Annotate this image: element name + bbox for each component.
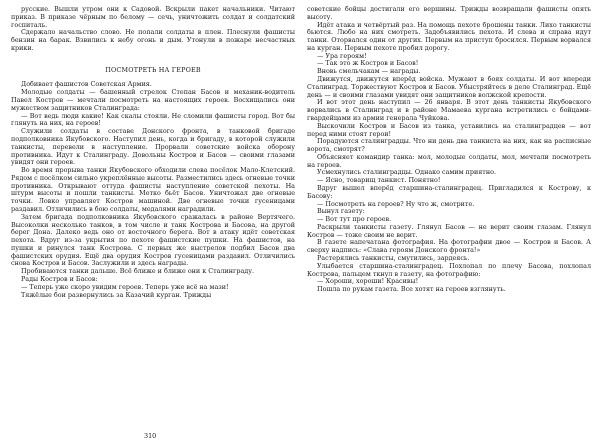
paragraph: Вновь смельчакам — награды. (317, 67, 421, 76)
paragraph: Выскочили Костров и Басов из танка, уставились на сталинградцев — вот перед ними стоят герои! (307, 121, 591, 138)
paragraph: — Вот тут про героев. (317, 215, 392, 224)
page-number: 310 (144, 432, 157, 440)
paragraph: Вдруг вышел вперёд старшина-сталинградец. Пригладился к Кострову, к Басову: (307, 183, 591, 200)
paragraph: Вынул газету: (317, 207, 365, 216)
paragraph: — Так это ж Костров и Басов! (317, 59, 419, 68)
paragraph: Затем бригада подполковника Якубовского сражалась в районе Вертячего. Высоколки несколько танков, в том числе и танк Кострова и Басова, на другой берег Дона. Далеко ведь оно от восточного берега. Вот в атаку идёт советская пехота. Вдруг из-за укрытия по пехоте фашистские пушки. На фашистов, на пушки и ринулся танк Кострова. С первых же выстрелов подбил Басов два фашистских орудия. Ещё два орудия Костров гусеницами раздавил. Отличились снова Костров и Басов. Заслужили и здесь награды. (11, 212, 295, 268)
paragraph: Рады Костров и Басов: (21, 275, 98, 283)
paragraph: — Вот ведь люди какие! Как скалы стояли. Не сломили фашисты город. Вот бы глянуть на них, на героев! (11, 111, 295, 128)
paragraph: Пошла по рукам газета. Все хотят на героев взглянуть. (317, 285, 506, 294)
paragraph: В газете напечатана фотография. На фотографии двое — Костров и Басов. А сверху надпись: «Слава героям Донского фронта!» (307, 238, 591, 255)
paragraph: Растерялись танкисты, смутились, зардеясь. (317, 254, 470, 262)
paragraph: — Теперь уже скоро увидим героев. Теперь уже всё на мази! (21, 282, 229, 291)
paragraph: Усмехнулись сталинградцы. Однако самим приятно. (317, 168, 496, 177)
paragraph: Сдержало начальство слово. Не попали солдаты в плен. Плеснули фашисты бензин на барак. Взвились к небу огонь и дым. Утонули в пожаре несчастных крики. (11, 28, 295, 52)
paragraph: — Хороши, хороши! Красивы! (317, 277, 419, 286)
chapter-heading: ПОСМОТРЕТЬ НА ГЕРОЕВ (105, 65, 201, 74)
paragraph: Движутся, движутся вперёд войска. Мужают в боях солдаты. И вот впереди Сталинград. Торжествуют Костров и Басов. Убыстряйтесь в деле Сталинград. Ещё день — и своими глазами увидят они защитников волжской крепости. (307, 75, 591, 99)
paragraph: Идёт атака и четвёртый раз. На помощь пехоте брошены танки. Лихо танкисты бьются. Любо на них смотреть. Задобъявились пехота. И слева и справа идут танки. Оторвался один от других. Первым на приступ бросился. Первым ворвался на курган. Первым пехоте пробил дорогу. (307, 20, 591, 52)
paragraph: Порадуются сталинградцы. Что ни день два танкиста на них, как на расписные ворота, смотрят? (307, 137, 591, 154)
paragraph: русские. Вышли утром они к Садовой. Вскрыли пакет начальники. Читают приказ. В приказе чёрным по белому — сечь, уничтожить солдат и солдатский госпиталь. (11, 5, 295, 29)
paragraph: — Посмотреть на героев? Ну что ж, смотрите. (317, 199, 475, 208)
paragraph: И вот этот день наступил — 26 января. В этот день танкисты Якубовского ворвались в Сталинград и в районе Мамаева кургана встретились с бойцами-гвардейцами из армии генерала Чуйкова. (307, 98, 591, 122)
paragraph: советские бойцы достигали его вершины. Трижды возвращали фашисты опять высоту. (307, 5, 591, 21)
paragraph: Пробиваются танки дальше. Всё ближе и ближе они к Сталинграду. (21, 267, 255, 276)
paragraph: — Ясно, товарищ танкист. Понятно! (317, 176, 441, 185)
paragraph: Во время прорыва танки Якубовского обходили слева посёлок Мало-Клетский. Рядом с посёлком сильно укреплённые высоты. Разместились здесь огневые точки противника. Открывают оттуда фашисты наступление советской пехоты. На штурм высоты и пошли танкисты. Метко бьёт Басов. Уничтожал две огневые точки. Ловко управляет Костров машиной. Две огневые точки гусеницами раздавил. Отличились в бою солдаты, медалями наградили. (11, 166, 295, 213)
paragraph: Тяжёлые бои развернулись за Казачий курган. Трижды (21, 290, 212, 299)
right-column (307, 6, 591, 294)
left-column (11, 6, 295, 299)
paragraph: — Ура героям! (317, 51, 367, 60)
paragraph: Объясняет командир танка: мол, молодые солдаты, мол, мечтали посмотреть на героев. (307, 152, 591, 169)
paragraph: Добивает фашистов Советская Армия. (21, 80, 152, 89)
paragraph: Улыбается старшина-сталинградец. Похлопал по плечу Басова, похлопал Кострова, пальцем ткнул в газету, на фотографию: (307, 261, 591, 278)
paragraph: Служили солдаты в составе Донского фронта, в танковой бригаде подполковника Якубовского. Наступил день, когда и бригаду, в которой служили танкисты, перевели в наступление. Прорвали советские войска оборону противника. Идут к Сталинграду. Довольны Костров и Басов — своими глазами увидят они героев. (11, 127, 295, 167)
spacer (11, 53, 295, 60)
paragraph: Раскрыли танкисты газету. Глянул Басов — не верит своим глазам. Глянул Костров — тоже своим не верит. (307, 222, 591, 239)
paragraph: Молодые солдаты — башенный стрелок Степан Басов и механик-водитель Павел Костров — мечтали посмотреть на настоящих героев. Восхищались они мужеством защитников Сталинграда: (11, 88, 295, 112)
